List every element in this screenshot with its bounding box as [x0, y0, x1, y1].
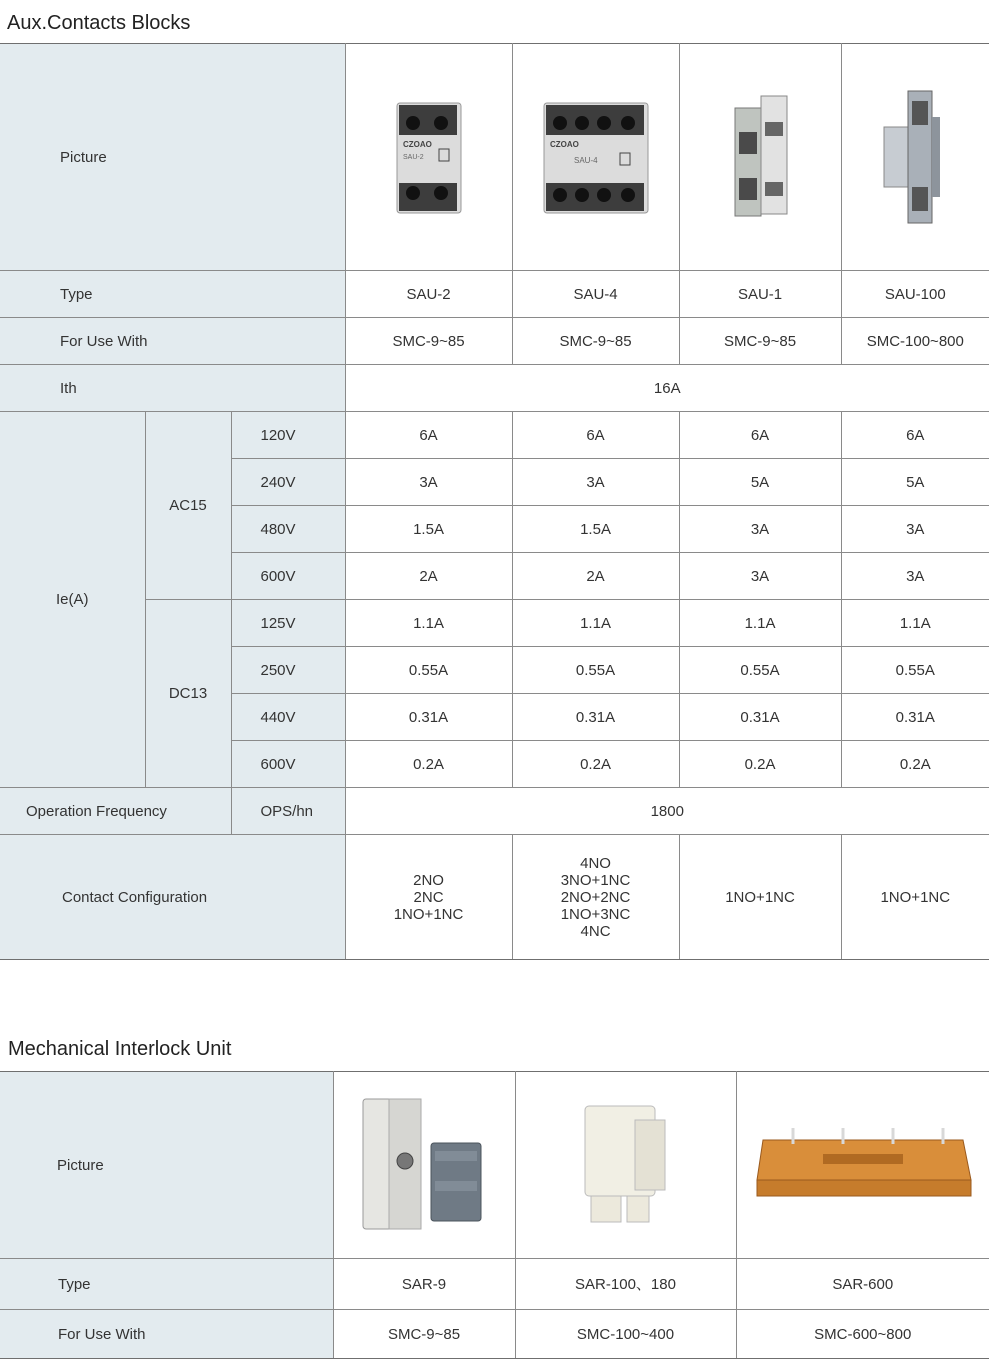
mech-type-label: Type — [0, 1259, 333, 1310]
config-line: 1NO+3NC — [560, 905, 631, 923]
contact-config-label: Contact Configuration — [0, 835, 345, 960]
rating-cell: 6A — [679, 412, 841, 459]
brand-mark: CZOAO — [549, 140, 579, 149]
rating-cell: 0.2A — [345, 741, 512, 788]
type-cell: SAU-100 — [841, 271, 989, 318]
contact-config-cell — [512, 835, 679, 960]
product-image-sar-100 — [515, 1072, 736, 1259]
product-image-sar-600 — [736, 1072, 989, 1259]
voltage-label: 440V — [231, 694, 345, 741]
rating-cell: 1.1A — [841, 600, 989, 647]
voltage-label: 600V — [231, 553, 345, 600]
voltage-label: 240V — [231, 459, 345, 506]
rating-cell: 0.55A — [512, 647, 679, 694]
config-line: 2NO — [413, 871, 444, 889]
config-line: 3NO+1NC — [560, 871, 631, 889]
rating-cell: 0.55A — [679, 647, 841, 694]
product-image-sar-9 — [333, 1072, 515, 1259]
config-line: 4NO — [580, 854, 611, 872]
aux-section-title: Aux.Contacts Blocks — [7, 12, 191, 34]
ith-label: Ith — [0, 365, 345, 412]
rating-cell: 1.1A — [679, 600, 841, 647]
for-use-cell: SMC-100~800 — [841, 318, 989, 365]
for-use-cell: SMC-9~85 — [679, 318, 841, 365]
rating-cell: 0.55A — [345, 647, 512, 694]
mech-section-title: Mechanical Interlock Unit — [8, 1038, 232, 1060]
mech-for-use-cell: SMC-100~400 — [515, 1310, 736, 1359]
op-freq-value: 1800 — [345, 788, 989, 835]
contact-config-cell — [841, 835, 989, 960]
voltage-label: 250V — [231, 647, 345, 694]
rating-cell: 0.31A — [841, 694, 989, 741]
rating-cell: 3A — [679, 506, 841, 553]
rating-cell: 5A — [679, 459, 841, 506]
model-mark: SAU-2 — [402, 154, 424, 161]
config-line: 4NC — [580, 922, 611, 940]
rating-cell: 3A — [512, 459, 679, 506]
ac15-label: AC15 — [145, 412, 231, 600]
voltage-label: 125V — [231, 600, 345, 647]
rating-cell: 0.31A — [512, 694, 679, 741]
mech-for-use-cell: SMC-9~85 — [333, 1310, 515, 1359]
contact-config-cell — [345, 835, 512, 960]
contact-config-cell — [679, 835, 841, 960]
dc13-label: DC13 — [145, 600, 231, 788]
rating-cell: 1.5A — [345, 506, 512, 553]
rating-cell: 1.5A — [512, 506, 679, 553]
model-mark: SAU-4 — [573, 156, 598, 165]
rating-cell: 0.31A — [679, 694, 841, 741]
voltage-label: 120V — [231, 412, 345, 459]
mech-picture-label: Picture — [0, 1072, 333, 1259]
op-freq-label: Operation Frequency — [0, 788, 231, 835]
rating-cell: 3A — [841, 506, 989, 553]
rating-cell: 6A — [841, 412, 989, 459]
mech-type-cell: SAR-600 — [736, 1259, 989, 1310]
for-use-cell: SMC-9~85 — [345, 318, 512, 365]
rating-cell: 3A — [345, 459, 512, 506]
voltage-label: 600V — [231, 741, 345, 788]
rating-cell: 2A — [512, 553, 679, 600]
rating-cell: 6A — [345, 412, 512, 459]
product-image-sau-2 — [345, 44, 512, 271]
rating-cell: 1.1A — [512, 600, 679, 647]
config-line: 1NO+1NC — [725, 888, 795, 906]
picture-label: Picture — [0, 44, 345, 271]
for-use-label: For Use With — [0, 318, 345, 365]
type-cell: SAU-1 — [679, 271, 841, 318]
rating-cell: 0.2A — [679, 741, 841, 788]
config-line: 1NO+1NC — [880, 888, 951, 906]
rating-cell: 0.31A — [345, 694, 512, 741]
config-line: 2NO+2NC — [560, 888, 631, 906]
op-freq-unit: OPS/hn — [231, 788, 345, 835]
rating-cell: 3A — [679, 553, 841, 600]
mech-type-cell: SAR-100、180 — [515, 1259, 736, 1310]
type-label: Type — [0, 271, 345, 318]
for-use-cell: SMC-9~85 — [512, 318, 679, 365]
mech-for-use-label: For Use With — [0, 1310, 333, 1359]
type-cell: SAU-4 — [512, 271, 679, 318]
product-image-sau-4 — [512, 44, 679, 271]
config-line: 1NO+1NC — [393, 905, 464, 923]
type-cell: SAU-2 — [345, 271, 512, 318]
product-image-sau-1 — [679, 44, 841, 271]
rating-cell: 3A — [841, 553, 989, 600]
rating-cell: 1.1A — [345, 600, 512, 647]
aux-contacts-table — [0, 43, 989, 960]
config-line: 2NC — [413, 888, 444, 906]
mech-interlock-table — [0, 1071, 989, 1359]
mech-for-use-cell: SMC-600~800 — [736, 1310, 989, 1359]
ie-label: Ie(A) — [0, 412, 145, 788]
rating-cell: 0.2A — [841, 741, 989, 788]
brand-mark: CZOAO — [402, 140, 432, 149]
rating-cell: 0.55A — [841, 647, 989, 694]
rating-cell: 0.2A — [512, 741, 679, 788]
product-image-sau-100 — [841, 44, 989, 271]
voltage-label: 480V — [231, 506, 345, 553]
rating-cell: 6A — [512, 412, 679, 459]
mech-type-cell: SAR-9 — [333, 1259, 515, 1310]
ith-value: 16A — [345, 365, 989, 412]
rating-cell: 5A — [841, 459, 989, 506]
rating-cell: 2A — [345, 553, 512, 600]
